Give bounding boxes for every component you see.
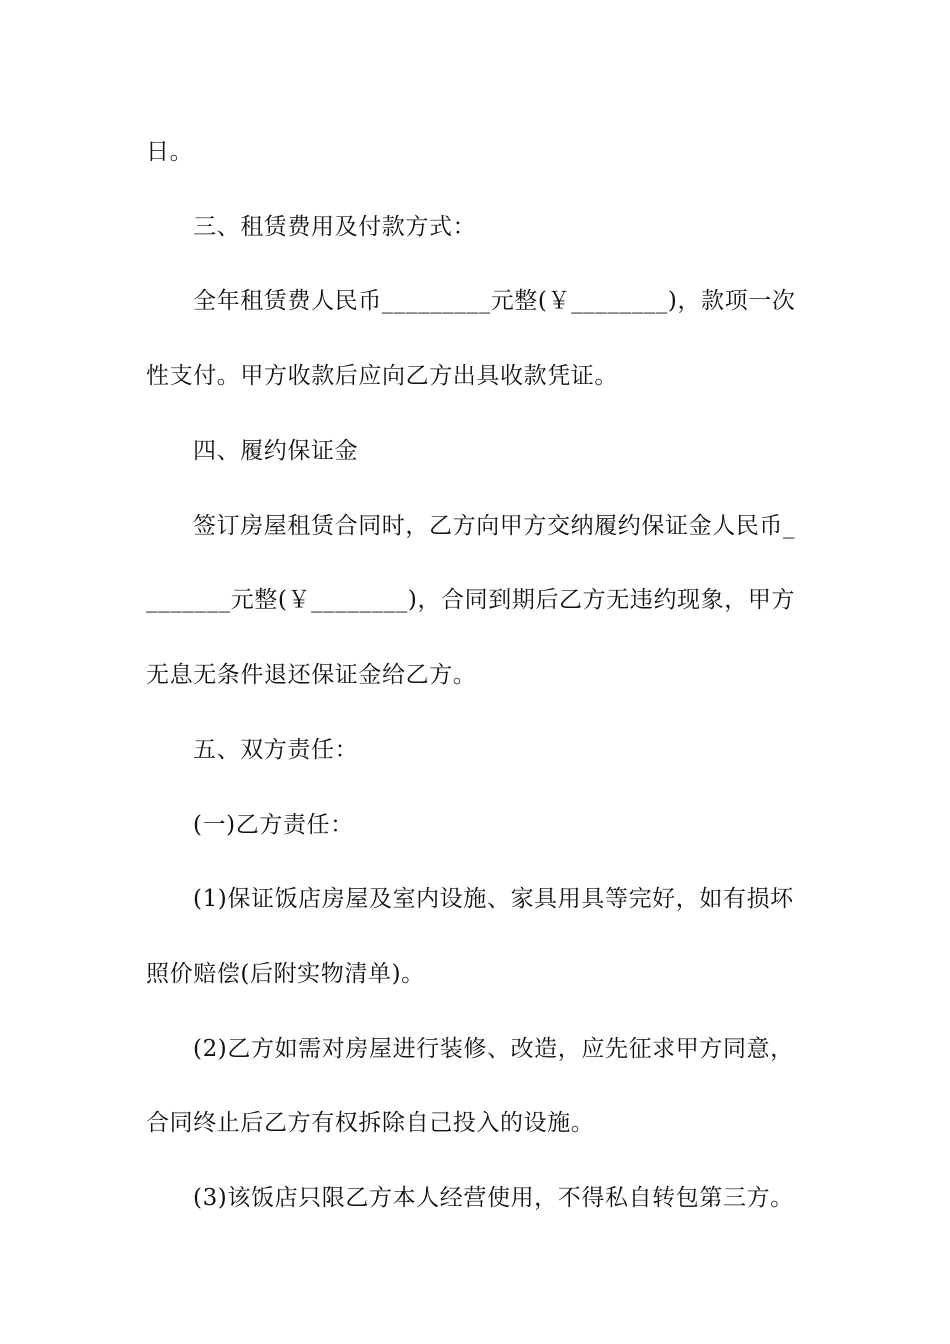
text-line-15: (3)该饭店只限乙方本人经营使用，不得私自转包第三方。 — [193, 1185, 794, 1211]
section-heading-5: 五、双方责任： — [193, 737, 359, 763]
text-line-3: 全年租赁费人民币_________元整(￥________)，款项一次 — [193, 288, 796, 314]
text-line-11: (1)保证饭店房屋及室内设施、家具用具等完好，如有损坏 — [193, 886, 794, 912]
subsection-heading-1: (一)乙方责任： — [193, 812, 354, 838]
text-line-8: 无息无条件退还保证金给乙方。 — [146, 662, 477, 688]
text-line-4: 性支付。甲方收款后应向乙方出具收款凭证。 — [146, 363, 618, 389]
text-line-1: 日。 — [146, 139, 194, 165]
text-line-7: _______元整(￥________)，合同到期后乙方无违约现象，甲方 — [146, 587, 796, 613]
text-line-13: (2)乙方如需对房屋进行装修、改造，应先征求甲方同意， — [193, 1036, 794, 1062]
section-heading-4: 四、履约保证金 — [193, 438, 359, 464]
text-line-14: 合同终止后乙方有权拆除自己投入的设施。 — [146, 1110, 595, 1136]
text-line-6: 签订房屋租赁合同时，乙方向甲方交纳履约保证金人民币_ — [193, 513, 796, 539]
text-line-12: 照价赔偿(后附实物清单)。 — [146, 961, 425, 987]
section-heading-3: 三、租赁费用及付款方式： — [193, 214, 477, 240]
